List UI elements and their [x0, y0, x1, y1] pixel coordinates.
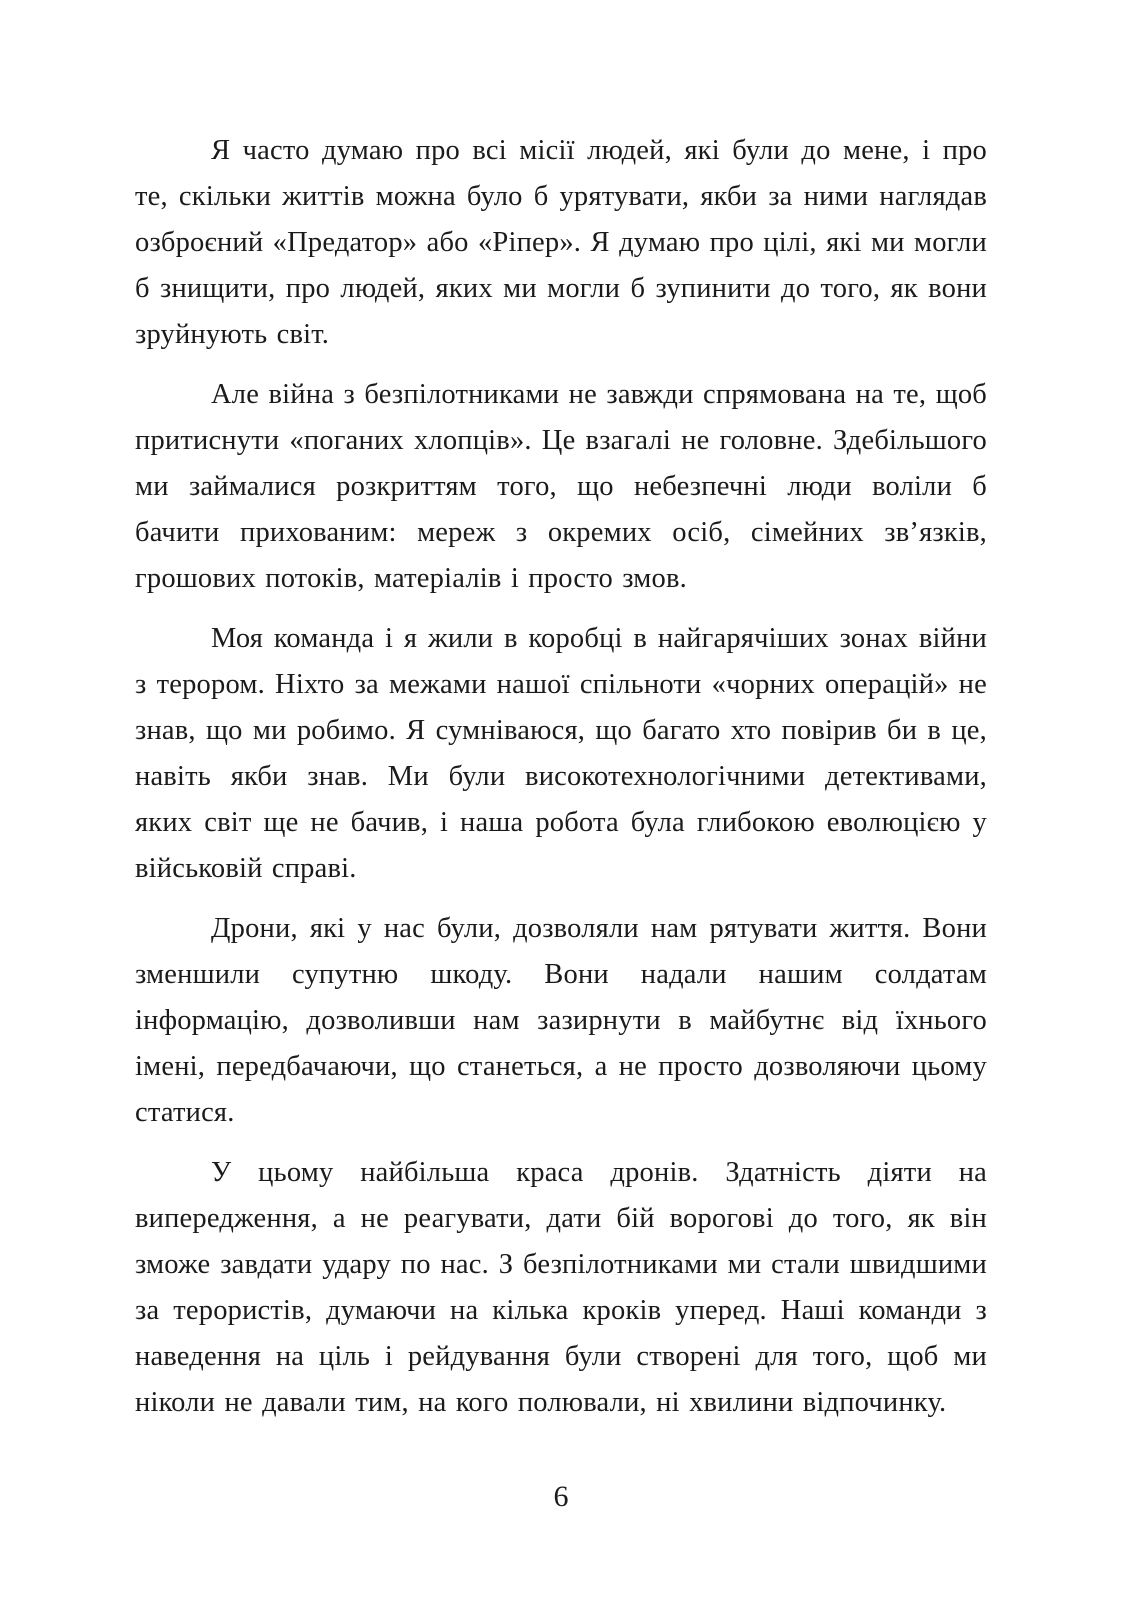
paragraph: Але війна з безпілотниками не завжди спрямована на те, щоб притиснути «поганих хлопців». Це взагалі не головне. Здебільшого ми займалися розкриттям того, що небезпечні люди воліли б бачити прихованим: мереж з окремих осіб, сімейних зв’язків, грошових потоків, матеріалів і просто змов.: [135, 379, 987, 594]
text-block: [135, 128, 987, 1440]
paragraph: Дрони, які у нас були, дозволяли нам рятувати життя. Вони зменшили супутню шкоду. Вони надали нашим солдатам інформацію, дозволивши нам зазирнути в майбутнє від їхнього імені, передбачаючи, що станеться, а не просто дозволяючи цьому статися.: [135, 913, 987, 1128]
paragraph: Моя команда і я жили в коробці в найгарячіших зонах війни з терором. Ніхто за межами нашої спільноти «чорних операцій» не знав, що ми робимо. Я сумніваюся, що багато хто повірив би в це, навіть якби знав. Ми були високотехнологічними детективами, яких світ ще не бачив, і наша робота була глибокою еволюцією у військовій справі.: [135, 623, 987, 884]
page-number: 6: [553, 1480, 569, 1513]
paragraph: Я часто думаю про всі місії людей, які були до мене, і про те, скільки життів можна було б урятувати, якби за ними наглядав озброєний «Предатор» або «Ріпер». Я думаю про цілі, які ми могли б знищити, про людей, яких ми могли б зупинити до того, як вони зруйнують світ.: [135, 135, 987, 350]
paragraph: У цьому найбільша краса дронів. Здатність діяти на випередження, а не реагувати, дати бій ворогові до того, як він зможе завдати удару по нас. З безпілотниками ми стали швидшими за терористів, думаючи на кілька кроків уперед. Наші команди з наведення на ціль і рейдування були створені для того, щоб ми ніколи не давали тим, на кого полювали, ні хвилини відпочинку.: [135, 1157, 987, 1418]
